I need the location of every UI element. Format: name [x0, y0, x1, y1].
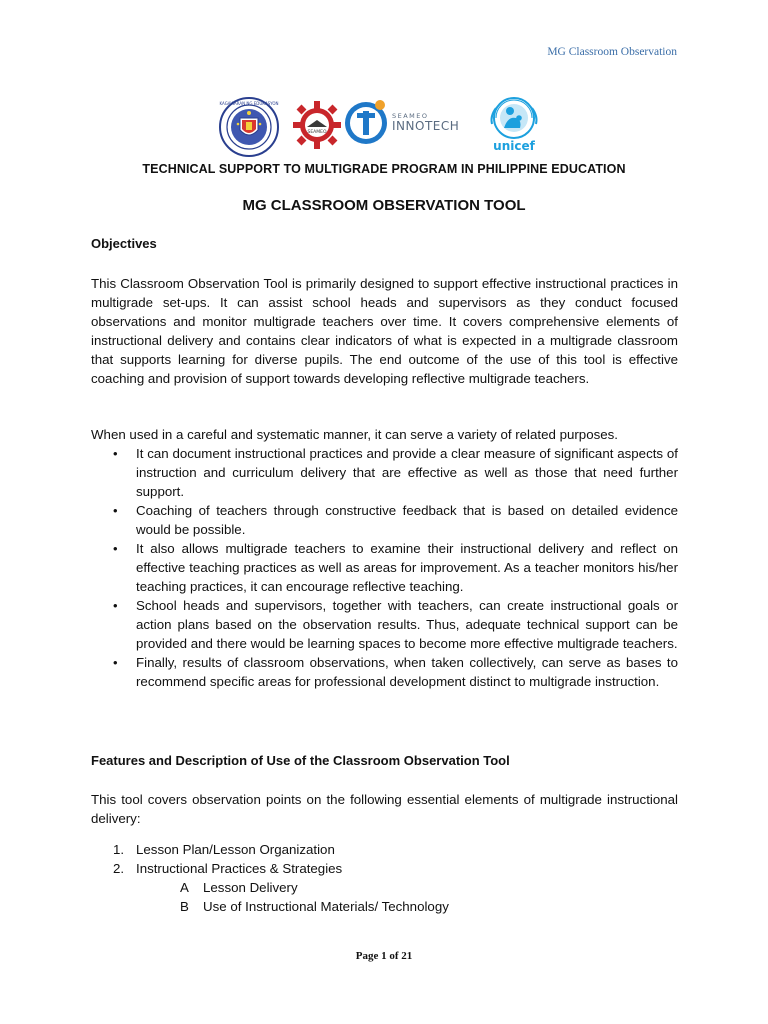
bullet-icon: • — [113, 655, 118, 670]
list-item — [91, 840, 678, 859]
list-item — [91, 501, 678, 539]
purpose-text: Coaching of teachers through constructive feedback that is based on detailed evidence would be possible. — [136, 503, 678, 537]
document-title: MG CLASSROOM OBSERVATION TOOL — [242, 197, 526, 214]
purpose-text: It also allows multigrade teachers to examine their instructional delivery and reflect on effective teaching practices as well as areas for improvement. As a teacher monitors his/her teaching practices, it can encourage reflective teaching. — [136, 541, 678, 594]
element-label: Instructional Practices & Strategies — [136, 861, 343, 876]
innotech-small-text: SEAMEO — [392, 112, 429, 120]
list-item — [91, 878, 449, 897]
unicef-logo — [486, 96, 542, 154]
sub-element-label: Lesson Delivery — [203, 880, 298, 895]
purpose-text: It can document instructional practices and provide a clear measure of significant aspects of instruction and curriculum delivery that are effective as well as those that need further support. — [136, 446, 678, 499]
unicef-label: unicef — [493, 139, 535, 153]
deped-ring-text: KAGAWARAN NG EDUKASYON — [219, 101, 279, 106]
sub-elements-list — [91, 878, 449, 916]
elements-list — [91, 840, 678, 878]
list-item — [91, 859, 678, 878]
item-number: 2. — [113, 861, 125, 876]
deped-seal-logo — [218, 96, 280, 158]
features-paragraph: This tool covers observation points on the following essential elements of multigrade instructional delivery: — [91, 792, 678, 826]
objectives-heading: Objectives — [91, 236, 157, 251]
page-number: Page 1 of 21 — [355, 950, 413, 962]
list-item — [91, 653, 678, 691]
innotech-big-text: INNOTECH — [392, 119, 460, 133]
item-letter: A — [180, 880, 189, 895]
element-label: Lesson Plan/Lesson Organization — [136, 842, 335, 857]
purpose-text: Finally, results of classroom observations, when taken collectively, can serve as bases to recommend specific areas for professional development distinct to multigrade instruction. — [136, 655, 678, 689]
list-item — [91, 539, 678, 596]
logo-row — [0, 96, 768, 156]
objectives-paragraph: This Classroom Observation Tool is primarily designed to support effective instructional practices in multigrade set-ups. It can assist school heads and supervisors as they conduct focused observations and monitor multigrade teachers over time. It covers comprehensive elements of instructional delivery and contains clear indicators of what is expected in a multigrade classroom that supports learning for diverse pupils. The end outcome of the use of this tool is effective coaching and provision of support towards developing reflective multigrade teachers. — [91, 276, 678, 386]
purposes-lead-in: When used in a careful and systematic manner, it can serve a variety of related purposes. — [91, 427, 618, 442]
bullet-icon: • — [113, 446, 118, 461]
seameo-label: SEAMEO — [307, 130, 327, 135]
features-heading: Features and Description of Use of the Classroom Observation Tool — [91, 753, 510, 768]
sub-element-label: Use of Instructional Materials/ Technology — [203, 899, 449, 914]
purpose-text: School heads and supervisors, together with teachers, can create instructional goals or action plans based on the observation results. Thus, adequate technical support can be provided and there would be learning spaces to become more effective multigrade teachers. — [136, 598, 678, 651]
list-item — [91, 897, 449, 916]
item-letter: B — [180, 899, 189, 914]
item-number: 1. — [113, 842, 125, 857]
bullet-icon: • — [113, 503, 118, 518]
seameo-gear-logo — [292, 100, 342, 150]
list-item — [91, 444, 678, 501]
list-item — [91, 596, 678, 653]
innotech-logo — [344, 98, 464, 152]
running-header: MG Classroom Observation — [547, 46, 677, 58]
bullet-icon: • — [113, 541, 118, 556]
purposes-list — [91, 444, 678, 691]
program-title: TECHNICAL SUPPORT TO MULTIGRADE PROGRAM IN PHILIPPINE EDUCATION — [142, 162, 626, 176]
bullet-icon: • — [113, 598, 118, 613]
